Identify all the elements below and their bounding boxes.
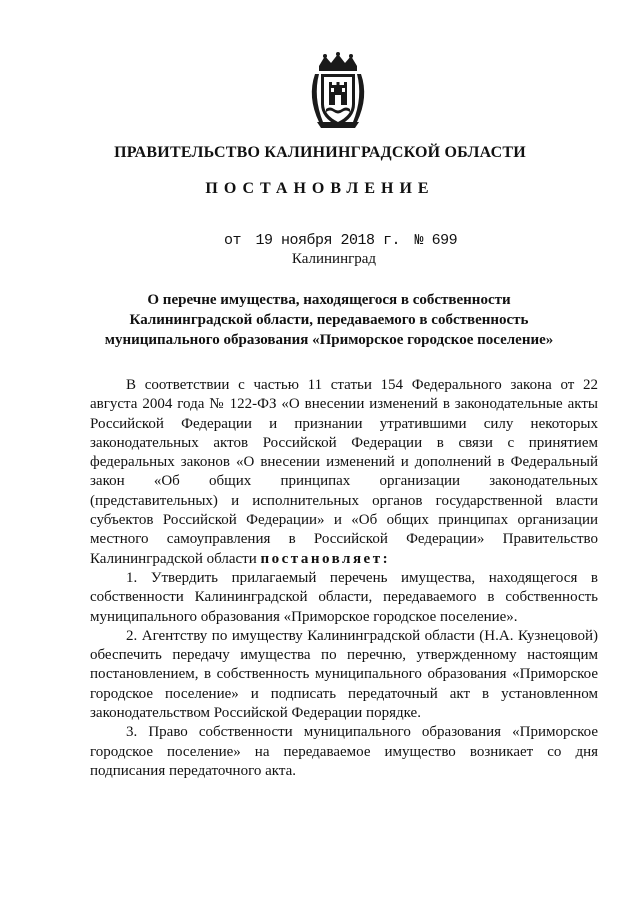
- subject-line: Калининградской области, передаваемого в собственность: [129, 312, 529, 328]
- document-date: 19 ноября 2018 г.: [255, 232, 401, 249]
- preamble-paragraph: [90, 376, 598, 569]
- preamble-text: В соответствии с частью 11 статьи 154 Федерального закона от 22 августа 2004 года № 122-ФЗ «О внесении изменений в законодательные акты Российской Федерации и признании утратившими силу некоторых законодательных актов Российской Федерации в связи с принятием федеральных законов «О внесении изменений и дополнений в Федеральный закон «Об общих принципах организации законодательных (представительных) и исполнительных органов государственной власти субъектов Российской Федерации» и «Об общих принципах организации местного самоуправления в Российской Федерации» Правительство Калининградской области: [90, 377, 598, 567]
- subject-line: О перечне имущества, находящегося в собственности: [147, 292, 511, 308]
- document-body: [90, 376, 598, 781]
- document-type-title: ПОСТАНОВЛЕНИЕ: [205, 180, 435, 197]
- kaliningrad-coat-of-arms-icon: [305, 52, 371, 132]
- document-number: № 699: [414, 232, 458, 249]
- item-paragraph-2: 2. Агентству по имуществу Калининградской области (Н.А. Кузнецовой) обеспечить передачу имущества по перечню, утвержденному настоящим постановлением, в собственность муниципального образования «Приморское городское поселение» и подписать передаточный акт в установленном законодательством Российской Федерации порядке.: [90, 627, 598, 722]
- document-subject: [90, 290, 568, 350]
- item-paragraph-1: 1. Утвердить прилагаемый перечень имущества, находящегося в собственности Калининградской области, передаваемого в собственность муниципального образования «Приморское городское поселение».: [90, 569, 598, 625]
- resolves-keyword: постановляет:: [260, 550, 391, 567]
- date-prefix: от: [224, 232, 242, 249]
- organization-title: ПРАВИТЕЛЬСТВО КАЛИНИНГРАДСКОЙ ОБЛАСТИ: [114, 144, 526, 161]
- date-line: [224, 232, 463, 249]
- item-paragraph-3: 3. Право собственности муниципального образования «Приморское городское поселение» на передаваемое имущество возникает со дня подписания передаточного акта.: [90, 724, 598, 779]
- document-city: Калининград: [291, 251, 377, 267]
- subject-line: муниципального образования «Приморское городское поселение»: [104, 332, 554, 348]
